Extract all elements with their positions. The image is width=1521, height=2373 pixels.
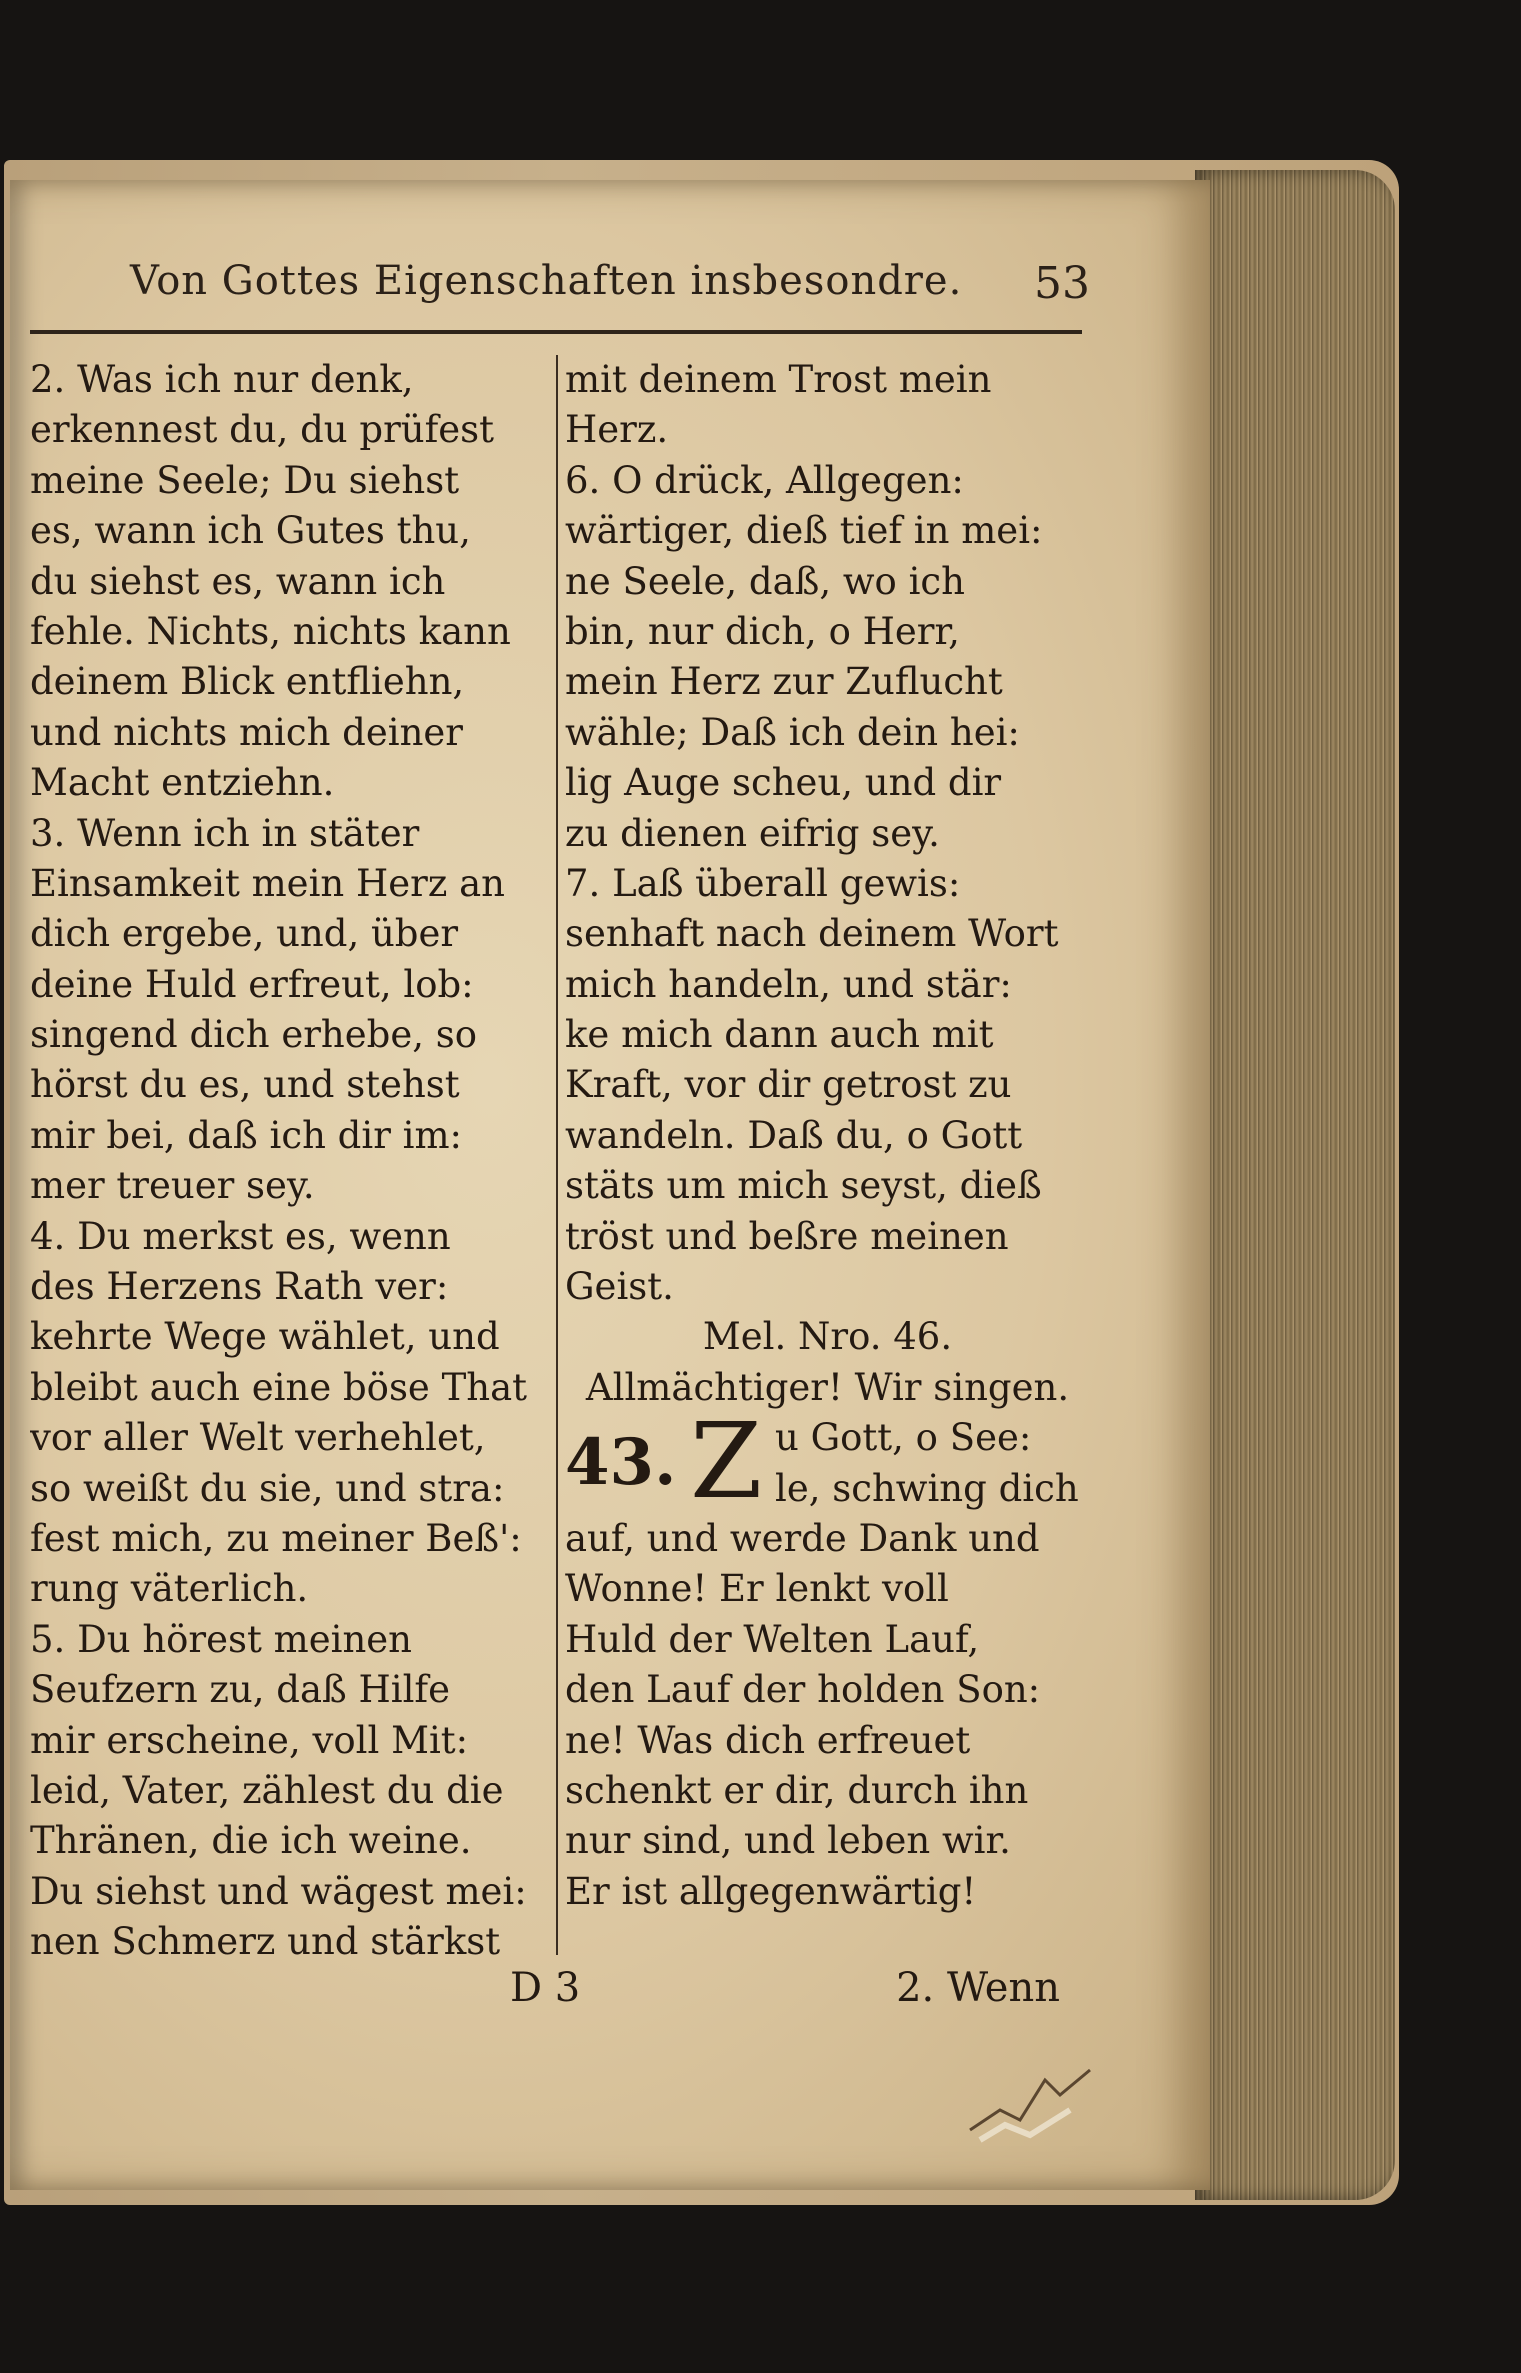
running-title: Von Gottes Eigenschaften insbesondre. bbox=[130, 258, 963, 304]
text-line: mein Herz zur Zuflucht bbox=[565, 660, 1003, 704]
text-line: ke mich dann auch mit bbox=[565, 1013, 994, 1057]
text-line: meine Seele; Du siehst bbox=[30, 458, 460, 502]
text-line: vor aller Welt verhehlet, bbox=[30, 1416, 486, 1460]
text-line: wärtiger, dieß tief in mei: bbox=[565, 509, 1043, 553]
text-line: so weißt du sie, und stra: bbox=[30, 1466, 505, 1510]
text-line: deinem Blick entfliehn, bbox=[30, 660, 465, 704]
catchword: 2. Wenn bbox=[896, 1965, 1060, 2011]
text-line: wähle; Daß ich dein hei: bbox=[565, 710, 1020, 754]
text-line: hörst du es, und stehst bbox=[30, 1063, 460, 1107]
melody-title: Allmächtiger! Wir singen. bbox=[585, 1365, 1070, 1409]
page-footer bbox=[30, 1965, 1090, 2025]
text-line: 5. Du hörest meinen bbox=[30, 1617, 412, 1661]
page-number: 53 bbox=[1034, 258, 1090, 309]
text-line: zu dienen eifrig sey. bbox=[565, 811, 940, 855]
text-line: Einsamkeit mein Herz an bbox=[30, 861, 505, 905]
text-line: du siehst es, wann ich bbox=[30, 559, 446, 603]
text-line: fest mich, zu meiner Beß': bbox=[30, 1516, 522, 1560]
text-line: mir erscheine, voll Mit: bbox=[30, 1718, 469, 1762]
text-line: erkennest du, du prüfest bbox=[30, 408, 495, 452]
hymn-line: nur sind, und leben wir. bbox=[565, 1819, 1011, 1863]
running-head bbox=[130, 258, 1090, 318]
signature-mark: D 3 bbox=[510, 1965, 581, 2011]
column-divider bbox=[556, 355, 558, 1955]
hymn-line: Wonne! Er lenkt voll bbox=[565, 1567, 949, 1611]
hymn-second-line: le, schwing dich bbox=[775, 1466, 1079, 1510]
text-line: wandeln. Daß du, o Gott bbox=[565, 1113, 1023, 1157]
text-line: bleibt auch eine böse That bbox=[30, 1365, 528, 1409]
text-line: mir bei, daß ich dir im: bbox=[30, 1113, 463, 1157]
hymn-line: Er ist allgegenwärtig! bbox=[565, 1869, 977, 1913]
text-line: fehle. Nichts, nichts kann bbox=[30, 609, 511, 653]
text-line: 7. Laß überall gewis: bbox=[565, 861, 961, 905]
torn-paper-mark bbox=[960, 2040, 1100, 2150]
text-line: 4. Du merkst es, wenn bbox=[30, 1214, 451, 1258]
text-line: mich handeln, und stär: bbox=[565, 962, 1012, 1006]
text-line: leid, Vater, zählest du die bbox=[30, 1768, 504, 1812]
text-line: bin, nur dich, o Herr, bbox=[565, 609, 960, 653]
text-line: dich ergebe, und, über bbox=[30, 912, 459, 956]
text-line: Geist. bbox=[565, 1265, 674, 1309]
hymn-line: den Lauf der holden Son: bbox=[565, 1668, 1041, 1712]
text-line: Herz. bbox=[565, 408, 669, 452]
text-line: singend dich erhebe, so bbox=[30, 1013, 478, 1057]
text-line: Kraft, vor dir getrost zu bbox=[565, 1063, 1012, 1107]
text-line: stäts um mich seyst, dieß bbox=[565, 1164, 1042, 1208]
left-column bbox=[30, 355, 555, 1968]
text-line: rung väterlich. bbox=[30, 1567, 309, 1611]
text-line: des Herzens Rath ver: bbox=[30, 1265, 449, 1309]
hymn-line: Huld der Welten Lauf, bbox=[565, 1617, 980, 1661]
hymn-line: schenkt er dir, durch ihn bbox=[565, 1768, 1029, 1812]
header-rule bbox=[30, 330, 1082, 334]
right-column-verses bbox=[565, 355, 1090, 1312]
text-line: 2. Was ich nur denk, bbox=[30, 358, 414, 401]
text-line: 3. Wenn ich in stäter bbox=[30, 811, 420, 855]
text-line: deine Huld erfreut, lob: bbox=[30, 962, 474, 1006]
hymn-first-line: u Gott, o See: bbox=[775, 1416, 1032, 1460]
text-line: Du siehst und wägest mei: bbox=[30, 1869, 527, 1913]
text-block bbox=[30, 355, 1090, 1965]
melody-reference: Mel. Nro. 46. bbox=[702, 1315, 953, 1359]
hymn-43 bbox=[565, 1400, 1090, 1917]
text-line: lig Auge scheu, und dir bbox=[565, 761, 1002, 805]
text-line: es, wann ich Gutes thu, bbox=[30, 509, 471, 553]
text-line: mit deinem Trost mein bbox=[565, 358, 992, 401]
text-line: mer treuer sey. bbox=[30, 1164, 315, 1208]
text-line: Seufzern zu, daß Hilfe bbox=[30, 1668, 451, 1712]
text-line: tröst und beßre meinen bbox=[565, 1214, 1009, 1258]
hymn-line: ne! Was dich erfreuet bbox=[565, 1718, 971, 1762]
text-line: senhaft nach deinem Wort bbox=[565, 912, 1059, 956]
drop-cap-initial: Z bbox=[690, 1400, 763, 1523]
hymn-lines bbox=[565, 1514, 1090, 1917]
text-line: und nichts mich deiner bbox=[30, 710, 463, 754]
text-line: nen Schmerz und stärkst bbox=[30, 1920, 501, 1964]
text-line: kehrte Wege wählet, und bbox=[30, 1315, 500, 1359]
page-edges bbox=[1195, 170, 1395, 2200]
text-line: 6. O drück, Allgegen: bbox=[565, 458, 964, 502]
text-line: ne Seele, daß, wo ich bbox=[565, 559, 965, 603]
hymn-line: auf, und werde Dank und bbox=[565, 1516, 1040, 1560]
text-line: Macht entziehn. bbox=[30, 761, 335, 805]
text-line: Thränen, die ich weine. bbox=[30, 1819, 472, 1863]
hymn-number: 43. bbox=[565, 1425, 677, 1501]
right-column bbox=[565, 355, 1090, 1917]
